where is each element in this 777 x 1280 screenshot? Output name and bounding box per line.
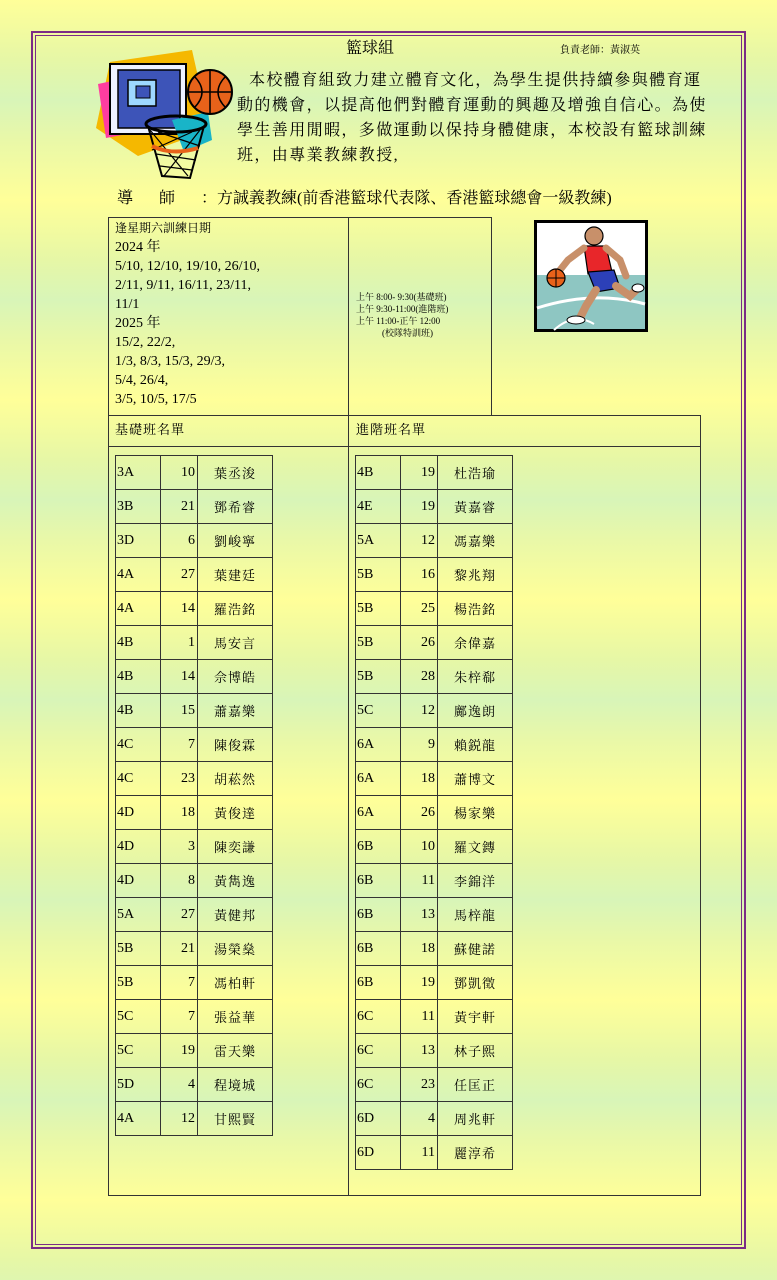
table-row — [116, 694, 273, 728]
class-cell: 5A — [356, 524, 401, 558]
student-name-cell: 麗淳希 — [438, 1136, 513, 1170]
table-row — [356, 592, 513, 626]
student-name-cell: 李錦洋 — [438, 864, 513, 898]
table-row — [356, 1000, 513, 1034]
table-row — [356, 1034, 513, 1068]
class-cell: 5C — [356, 694, 401, 728]
student-number-cell: 6 — [161, 524, 198, 558]
intro-paragraph — [237, 68, 707, 168]
student-number-cell: 19 — [401, 490, 438, 524]
class-cell: 6A — [356, 796, 401, 830]
table-row — [116, 1068, 273, 1102]
student-number-cell: 4 — [161, 1068, 198, 1102]
student-name-cell: 羅文鏄 — [438, 830, 513, 864]
table-row — [356, 490, 513, 524]
class-cell: 6D — [356, 1136, 401, 1170]
table-row — [356, 1136, 513, 1170]
student-number-cell: 11 — [401, 1136, 438, 1170]
table-row — [116, 558, 273, 592]
student-number-cell: 27 — [161, 558, 198, 592]
student-name-cell: 鄺逸朗 — [438, 694, 513, 728]
schedule-line: 15/2, 22/2, — [115, 335, 176, 350]
table-row — [356, 830, 513, 864]
class-cell: 4B — [356, 456, 401, 490]
table-row — [116, 524, 273, 558]
class-cell: 4D — [116, 796, 161, 830]
student-name-cell: 周兆軒 — [438, 1102, 513, 1136]
advanced-class-heading: 進階班名單 — [356, 422, 427, 437]
student-number-cell: 12 — [161, 1102, 198, 1136]
student-number-cell: 23 — [161, 762, 198, 796]
student-number-cell: 16 — [401, 558, 438, 592]
student-number-cell: 21 — [161, 932, 198, 966]
student-name-cell: 黃雋逸 — [198, 864, 273, 898]
student-number-cell: 1 — [161, 626, 198, 660]
student-name-cell: 黃宇軒 — [438, 1000, 513, 1034]
student-number-cell: 26 — [401, 626, 438, 660]
class-cell: 4A — [116, 558, 161, 592]
table-row — [356, 456, 513, 490]
student-number-cell: 19 — [401, 456, 438, 490]
roster-divider — [348, 415, 349, 1196]
class-cell: 5C — [116, 1034, 161, 1068]
page-title: 籃球組 — [346, 40, 395, 57]
class-cell: 4B — [116, 660, 161, 694]
student-name-cell: 佘博皓 — [198, 660, 273, 694]
class-cell: 4C — [116, 728, 161, 762]
student-number-cell: 19 — [161, 1034, 198, 1068]
class-cell: 6C — [356, 1068, 401, 1102]
class-cell: 6B — [356, 932, 401, 966]
student-number-cell: 12 — [401, 694, 438, 728]
student-name-cell: 葉建廷 — [198, 558, 273, 592]
class-cell: 3B — [116, 490, 161, 524]
schedule-line: 3/5, 10/5, 17/5 — [115, 392, 197, 407]
class-cell: 5D — [116, 1068, 161, 1102]
table-row — [116, 830, 273, 864]
class-cell: 6A — [356, 728, 401, 762]
table-row — [356, 660, 513, 694]
basic-class-heading: 基礎班名單 — [115, 422, 186, 437]
student-number-cell: 11 — [401, 864, 438, 898]
class-cell: 6B — [356, 830, 401, 864]
table-row — [116, 796, 273, 830]
student-name-cell: 黃俊達 — [198, 796, 273, 830]
table-row — [356, 728, 513, 762]
class-cell: 5B — [116, 932, 161, 966]
table-row — [116, 728, 273, 762]
student-name-cell: 陳俊霖 — [198, 728, 273, 762]
student-number-cell: 26 — [401, 796, 438, 830]
table-row — [116, 1000, 273, 1034]
student-number-cell: 4 — [401, 1102, 438, 1136]
basketball-hoop-icon — [88, 50, 236, 190]
table-row — [356, 796, 513, 830]
schedule-line: 11/1 — [115, 297, 140, 312]
student-number-cell: 28 — [401, 660, 438, 694]
class-cell: 6C — [356, 1034, 401, 1068]
student-name-cell: 馬梓龍 — [438, 898, 513, 932]
table-row — [116, 1034, 273, 1068]
student-name-cell: 葉丞浚 — [198, 456, 273, 490]
table-row — [356, 898, 513, 932]
student-name-cell: 甘熙賢 — [198, 1102, 273, 1136]
class-cell: 4B — [116, 626, 161, 660]
student-number-cell: 11 — [401, 1000, 438, 1034]
class-cell: 5A — [116, 898, 161, 932]
schedule-line: 5/10, 12/10, 19/10, 26/10, — [115, 259, 261, 274]
class-cell: 5B — [356, 660, 401, 694]
student-name-cell: 馮柏軒 — [198, 966, 273, 1000]
class-cell: 6A — [356, 762, 401, 796]
table-row — [116, 898, 273, 932]
table-row — [116, 592, 273, 626]
table-row — [356, 1102, 513, 1136]
student-number-cell: 7 — [161, 1000, 198, 1034]
table-row — [356, 966, 513, 1000]
basic-class-roster — [115, 455, 273, 1136]
student-number-cell: 13 — [401, 898, 438, 932]
student-name-cell: 蘇健諾 — [438, 932, 513, 966]
class-cell: 6C — [356, 1000, 401, 1034]
student-number-cell: 19 — [401, 966, 438, 1000]
class-cell: 5B — [356, 558, 401, 592]
student-name-cell: 馬安言 — [198, 626, 273, 660]
student-name-cell: 楊家樂 — [438, 796, 513, 830]
coach-line — [117, 185, 612, 208]
student-name-cell: 蕭嘉樂 — [198, 694, 273, 728]
class-cell: 5B — [356, 626, 401, 660]
table-row — [356, 762, 513, 796]
student-name-cell: 湯榮燊 — [198, 932, 273, 966]
student-number-cell: 12 — [401, 524, 438, 558]
table-row — [116, 490, 273, 524]
student-number-cell: 25 — [401, 592, 438, 626]
student-name-cell: 張益華 — [198, 1000, 273, 1034]
table-row — [356, 932, 513, 966]
intro-text: 本校體育組致力建立體育文化，為學生提供持續參與體育運動的機會，以提高他們對體育運動的興趣及增強自信心。為使學生善用閒暇，多做運動以保持身體健康，本校設有籃球訓練班，由專業教練教授, — [237, 72, 707, 164]
student-number-cell: 10 — [161, 456, 198, 490]
table-row — [116, 660, 273, 694]
session-time: (校隊特訓班) — [382, 328, 433, 338]
table-row — [116, 966, 273, 1000]
student-number-cell: 15 — [161, 694, 198, 728]
table-row — [116, 1102, 273, 1136]
class-cell: 5B — [356, 592, 401, 626]
student-name-cell: 杜浩瑜 — [438, 456, 513, 490]
class-cell: 4E — [356, 490, 401, 524]
student-name-cell: 余偉嘉 — [438, 626, 513, 660]
student-number-cell: 10 — [401, 830, 438, 864]
class-cell: 4D — [116, 864, 161, 898]
student-number-cell: 8 — [161, 864, 198, 898]
session-time: 上午 8:00- 9:30(基礎班) — [356, 292, 447, 302]
table-row — [356, 694, 513, 728]
student-name-cell: 黎兆翔 — [438, 558, 513, 592]
student-number-cell: 13 — [401, 1034, 438, 1068]
student-name-cell: 任匡正 — [438, 1068, 513, 1102]
coach-value: ：方誠義教練(前香港籃球代表隊、香港籃球總會一級教練) — [201, 190, 612, 207]
student-number-cell: 23 — [401, 1068, 438, 1102]
schedule-line: 1/3, 8/3, 15/3, 29/3, — [115, 354, 226, 369]
class-cell: 4A — [116, 1102, 161, 1136]
student-number-cell: 14 — [161, 592, 198, 626]
student-number-cell: 7 — [161, 966, 198, 1000]
table-row — [356, 524, 513, 558]
class-cell: 5B — [116, 966, 161, 1000]
table-row — [116, 456, 273, 490]
student-number-cell: 9 — [401, 728, 438, 762]
student-number-cell: 27 — [161, 898, 198, 932]
student-name-cell: 鄧凱徵 — [438, 966, 513, 1000]
class-cell: 4D — [116, 830, 161, 864]
student-name-cell: 朱梓郗 — [438, 660, 513, 694]
schedule-line: 5/4, 26/4, — [115, 373, 169, 388]
table-row — [116, 762, 273, 796]
basketball-player-icon — [534, 220, 648, 332]
class-cell: 4B — [116, 694, 161, 728]
class-cell: 4A — [116, 592, 161, 626]
student-name-cell: 胡菘然 — [198, 762, 273, 796]
student-name-cell: 程境城 — [198, 1068, 273, 1102]
roster-header-line — [108, 446, 701, 447]
table-row — [356, 864, 513, 898]
student-name-cell: 黃健邦 — [198, 898, 273, 932]
student-number-cell: 7 — [161, 728, 198, 762]
student-name-cell: 蕭博文 — [438, 762, 513, 796]
student-name-cell: 楊浩銘 — [438, 592, 513, 626]
session-times — [356, 291, 448, 339]
table-row — [116, 932, 273, 966]
table-row — [356, 626, 513, 660]
class-cell: 3A — [116, 456, 161, 490]
schedule-line: 2/11, 9/11, 16/11, 23/11, — [115, 278, 251, 293]
session-time: 上午 9:30-11:00(進階班) — [356, 304, 449, 314]
class-cell: 6D — [356, 1102, 401, 1136]
schedule-line: 2024 年 — [115, 240, 161, 255]
student-name-cell: 馮嘉樂 — [438, 524, 513, 558]
student-name-cell: 賴鋭龍 — [438, 728, 513, 762]
class-cell: 6B — [356, 898, 401, 932]
coach-label: 導師 — [117, 190, 202, 207]
class-cell: 6B — [356, 966, 401, 1000]
student-number-cell: 21 — [161, 490, 198, 524]
class-cell: 4C — [116, 762, 161, 796]
teacher-in-charge: 負責老師：黃淑英 — [560, 45, 640, 56]
student-number-cell: 3 — [161, 830, 198, 864]
schedule-dates — [115, 219, 345, 409]
table-row — [116, 626, 273, 660]
student-name-cell: 雷天樂 — [198, 1034, 273, 1068]
student-number-cell: 18 — [161, 796, 198, 830]
student-name-cell: 羅浩銘 — [198, 592, 273, 626]
schedule-line: 2025 年 — [115, 316, 161, 331]
table-row — [356, 1068, 513, 1102]
session-time: 上午 11:00-正午 12:00 — [356, 316, 441, 326]
student-name-cell: 林子熙 — [438, 1034, 513, 1068]
student-name-cell: 鄧希睿 — [198, 490, 273, 524]
class-cell: 5C — [116, 1000, 161, 1034]
student-number-cell: 18 — [401, 762, 438, 796]
schedule-heading: 逢星期六訓練日期 — [115, 221, 212, 235]
table-row — [356, 558, 513, 592]
class-cell: 6B — [356, 864, 401, 898]
student-number-cell: 14 — [161, 660, 198, 694]
student-name-cell: 劉峻寧 — [198, 524, 273, 558]
advanced-class-roster — [355, 455, 513, 1170]
student-name-cell: 黃嘉睿 — [438, 490, 513, 524]
student-number-cell: 18 — [401, 932, 438, 966]
student-name-cell: 陳奕謙 — [198, 830, 273, 864]
table-row — [116, 864, 273, 898]
class-cell: 3D — [116, 524, 161, 558]
